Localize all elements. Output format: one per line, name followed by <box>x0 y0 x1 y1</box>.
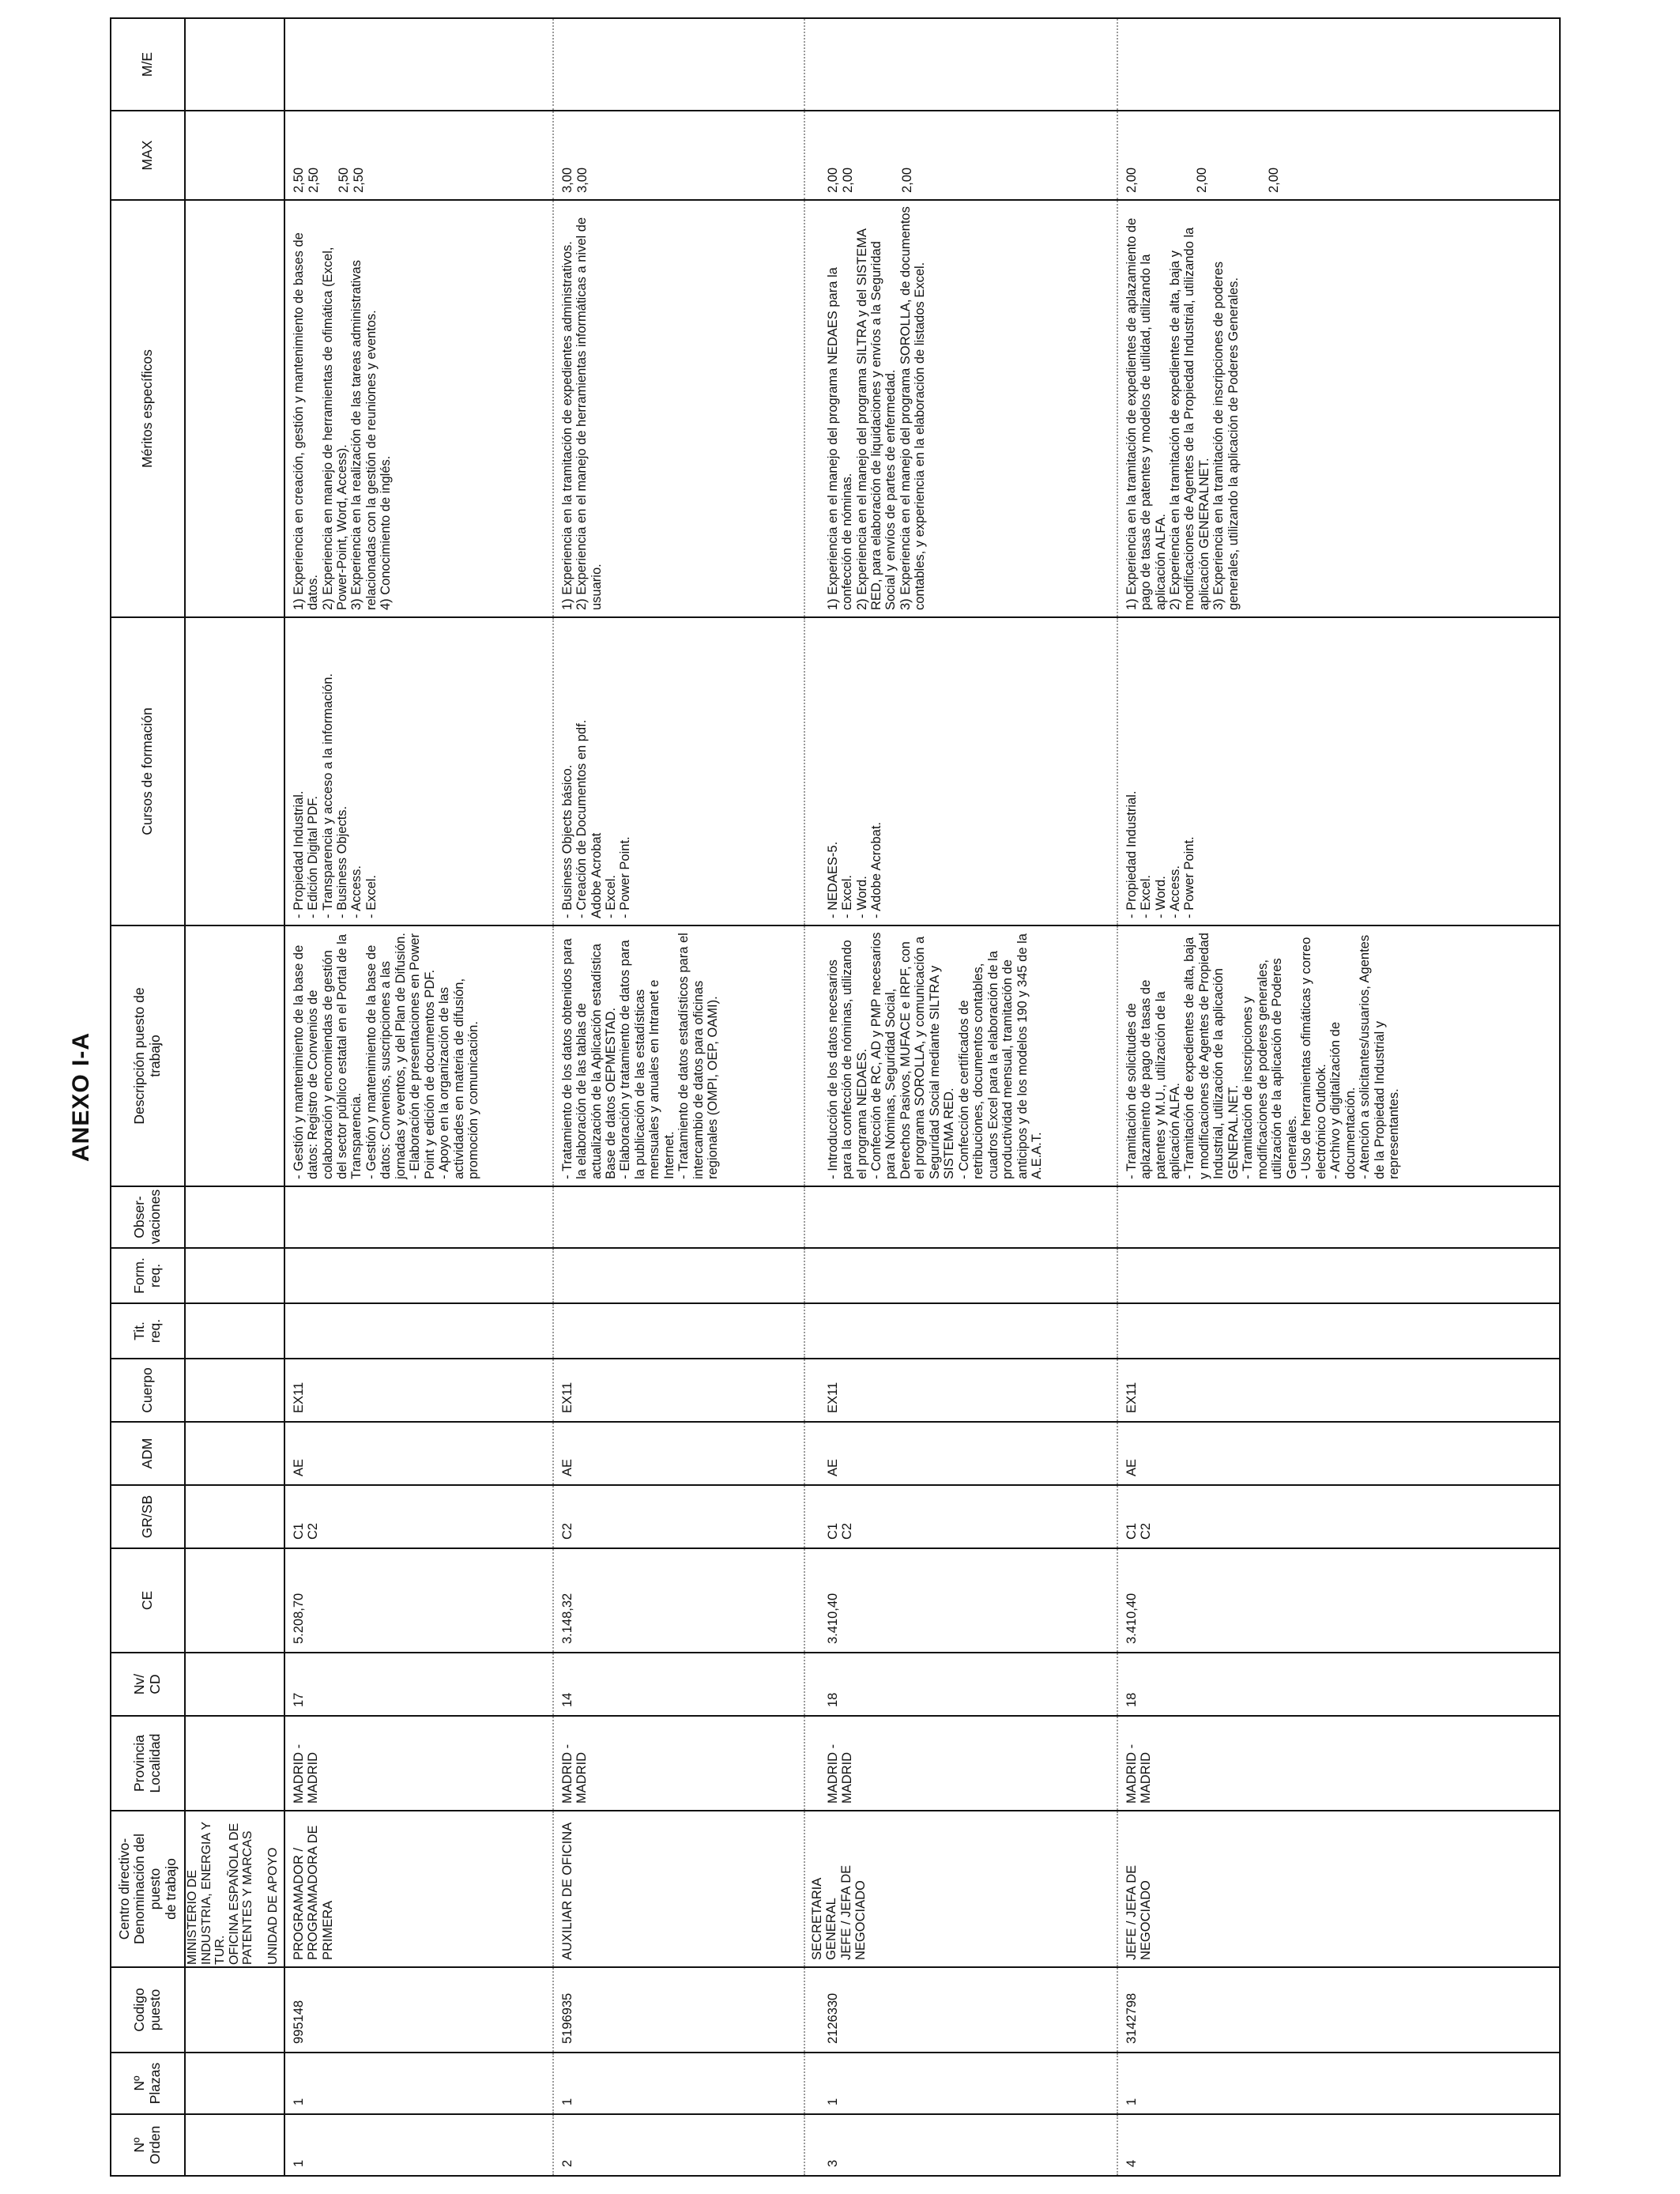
max-cell <box>1117 111 1560 200</box>
denominacion-cell <box>804 1811 1117 1967</box>
cursos-cell: - NEDAES-5. - Excel. - Word. - Adobe Acrobat. <box>804 617 1117 925</box>
header-formacion: Form. req. <box>111 1248 185 1303</box>
organization-row <box>185 18 284 2176</box>
header-adm: ADM <box>111 1422 185 1485</box>
denominacion-cell: AUXILIAR DE OFICINA <box>553 1811 804 1967</box>
header-ce: CE <box>111 1548 185 1653</box>
max-value: 2,50 <box>351 167 366 193</box>
orden-cell: 4 <box>1117 2114 1560 2176</box>
max-value: 2,00 <box>899 167 914 193</box>
orden-cell: 2 <box>553 2114 804 2176</box>
max-value: 2,00 <box>1266 167 1281 193</box>
positions-table <box>110 17 1561 2177</box>
meritos-cell: 1) Experiencia en la tramitación de expedientes de aplazamiento de pago de tasas de patentes y modelos de utilidad, utilizando la aplicación ALFA. 2) Experiencia en la tramitación de expedientes de alta, baja y modificaciones de Agentes de la Propiedad Industrial, utilizando la aplicación GENERALNET. 3) Experiencia en la tramitación de inscripciones de poderes generales, utilizando la aplicación de Poderes Generales. <box>1117 200 1560 617</box>
codigo-cell: 995148 <box>284 1967 553 2053</box>
grupo-cell: C1 C2 <box>284 1485 553 1548</box>
unit-name: UNIDAD DE APOYO <box>266 1847 280 1965</box>
header-titulacion: Tit. req. <box>111 1303 185 1359</box>
unit-name: SECRETARIA GENERAL <box>809 1878 839 1960</box>
adm-cell: AE <box>553 1422 804 1485</box>
ce-cell: 3.410,40 <box>804 1548 1117 1653</box>
max-cell <box>804 111 1117 200</box>
grupo-cell: C1 C2 <box>1117 1485 1560 1548</box>
cuerpo-cell: EX11 <box>1117 1359 1560 1422</box>
cuerpo-cell: EX11 <box>804 1359 1117 1422</box>
nivel-cell: 17 <box>284 1653 553 1716</box>
header-codigo: Codigo puesto <box>111 1967 185 2053</box>
header-centro: Centro directivo- Denominación del puesto de trabajo <box>111 1811 185 1967</box>
denominacion-cell: PROGRAMADOR / PROGRAMADORA DE PRIMERA <box>284 1811 553 1967</box>
table-row <box>804 18 1117 2176</box>
meritos-cell: 1) Experiencia en la tramitación de expedientes administrativos. 2) Experiencia en el manejo de herramientas informáticas a nivel de usuario. <box>553 200 804 617</box>
plazas-cell: 1 <box>284 2053 553 2114</box>
max-value: 2,00 <box>840 167 855 193</box>
grupo-cell: C2 <box>553 1485 804 1548</box>
max-value: 2,50 <box>336 167 351 193</box>
denominacion-cell: JEFE / JEFA DE NEGOCIADO <box>1117 1811 1560 1967</box>
provincia-cell: MADRID - MADRID <box>1117 1716 1560 1811</box>
orden-cell: 1 <box>284 2114 553 2176</box>
max-value: 3,00 <box>559 167 574 193</box>
nivel-cell: 18 <box>804 1653 1117 1716</box>
max-value: 3,00 <box>574 167 590 193</box>
provincia-cell: MADRID - MADRID <box>804 1716 1117 1811</box>
table-row <box>1117 18 1560 2176</box>
denominacion-text: JEFE / JEFA DE NEGOCIADO <box>838 1864 868 1960</box>
adm-cell: AE <box>1117 1422 1560 1485</box>
cuerpo-cell: EX11 <box>284 1359 553 1422</box>
cursos-cell: - Propiedad Industrial. - Excel. - Word. - Access. - Power Point. <box>1117 617 1560 925</box>
meritos-cell: 1) Experiencia en creación, gestión y mantenimiento de bases de datos. 2) Experiencia en manejo de herramientas de ofimática (Excel, Power-Point, Word, Access). 3) Experiencia en la realización de las tareas administrativas relacionadas con la gestión de reuniones y eventos. 4) Conocimiento de inglés. <box>284 200 553 617</box>
ministry-name: MINISTERIO DE INDUSTRIA, ENERGIA Y TUR. <box>186 1822 228 1965</box>
max-value: 2,00 <box>1194 167 1209 193</box>
header-max: MAX <box>111 111 185 200</box>
cuerpo-cell: EX11 <box>553 1359 804 1422</box>
max-cell <box>284 111 553 200</box>
codigo-cell: 5196935 <box>553 1967 804 2053</box>
adm-cell: AE <box>804 1422 1117 1485</box>
page-title: ANEXO I-A <box>68 1032 94 1163</box>
codigo-cell: 2126330 <box>804 1967 1117 2053</box>
plazas-cell: 1 <box>1117 2053 1560 2114</box>
meritos-cell: 1) Experiencia en el manejo del programa NEDAES para la confección de nóminas. 2) Experiencia en el manejo del programa SILTRA y del SISTEMA RED, para elaboración de liquidaciones y envíos a la Seguridad Social y envíos de partes de enfermedad. 3) Experiencia en el manejo del programa SOROLLA, de documentos contables, y experiencia en la elaboración de listados Excel. <box>804 200 1117 617</box>
header-grupo: GR/SB <box>111 1485 185 1548</box>
plazas-cell: 1 <box>804 2053 1117 2114</box>
cursos-cell: - Business Objects básico. - Creación de Documentos en pdf. Adobe Acrobat - Excel. - Power Point. <box>553 617 804 925</box>
table-row <box>284 18 553 2176</box>
max-value: 2,50 <box>291 167 306 193</box>
grupo-cell: C1 C2 <box>804 1485 1117 1548</box>
header-row <box>111 18 185 2176</box>
descripcion-cell: - Introducción de los datos necesarios para la confección de nóminas, utilizando el programa NEDAES. - Confección de RC, AD y PMP necesarios para Nóminas, Seguridad Social, Derechos Pasivos, MUFACE e IRPF, con el programa SOROLLA, y comunicación a Seguridad Social mediante SILTRA y SISTEMA RED. - Confección de certificados de retribuciones, documentos contables, cuadros Excel para la elaboración de la productividad mensual, tramitación de anticipos y de los modelos 190 y 345 de la A.E.A.T. <box>804 925 1117 1186</box>
cursos-cell: - Propiedad Industrial. - Edición Digital PDF. - Transparencia y acceso a la información. - Business Objects. - Access. - Excel. <box>284 617 553 925</box>
max-cell <box>553 111 804 200</box>
max-value: 2,00 <box>1124 167 1139 193</box>
codigo-cell: 3142798 <box>1117 1967 1560 2053</box>
descripcion-cell: - Tratamiento de los datos obtenidos para la elaboración de las tablas de actualización de la Aplicación estadística Base de datos OEPMESTAD. - Elaboración y tratamiento de datos para la publicación de las estadísticas mensuales y anuales en Intranet e Internet. - Tratamiento de datos estadísticos para el intercambio de datos para oficinas regionales (OMPI, OEP, OAMI). <box>553 925 804 1186</box>
header-nivel: Nv/ CD <box>111 1653 185 1716</box>
descripcion-cell: - Tramitación de solicitudes de aplazamiento de pago de tasas de patentes y M.U., utilización de la aplicación ALFA. - Tramitación de expedientes de alta, baja y modificaciones de Agentes de Propiedad Industrial, utilización de la aplicación GENERAL.NET. - Tramitación de inscripciones y modificaciones de poderes generales, utilización de la aplicación de Poderes Generales. - Uso de herramientas ofimáticas y correo electrónico Outlook. - Archivo y digitalización de documentación. - Atención a solicitantes/usuarios, Agentes de la Propiedad Industrial y representantes. <box>1117 925 1560 1186</box>
header-orden: Nº Orden <box>111 2114 185 2176</box>
max-value: 2,00 <box>825 167 840 193</box>
max-value: 2,50 <box>306 167 321 193</box>
agency-name: OFICINA ESPAÑOLA DE PATENTES Y MARCAS <box>227 1823 255 1965</box>
header-plazas: Nº Plazas <box>111 2053 185 2114</box>
plazas-cell: 1 <box>553 2053 804 2114</box>
nivel-cell: 18 <box>1117 1653 1560 1716</box>
table-row <box>553 18 804 2176</box>
header-me: M/E <box>111 18 185 111</box>
descripcion-cell: - Gestión y mantenimiento de la base de datos: Registro de Convenios de colaboración y encomiendas de gestión del sector público estatal en el Portal de la Transparencia. - Gestión y mantenimiento de la base de datos: Convenios, suscripciones a las jornadas y eventos, y del Plan de Difusión. - Elaboración de presentaciones en Power Point y edición de documentos PDF. - Apoyo en la organización de las actividades en materia de difusión, promoción y comunicación. <box>284 925 553 1186</box>
header-cursos: Cursos de formación <box>111 617 185 925</box>
ce-cell: 3.410,40 <box>1117 1548 1560 1653</box>
adm-cell: AE <box>284 1422 553 1485</box>
ce-cell: 5.208,70 <box>284 1548 553 1653</box>
orden-cell: 3 <box>804 2114 1117 2176</box>
ce-cell: 3.148,32 <box>553 1548 804 1653</box>
header-cuerpo: Cuerpo <box>111 1359 185 1422</box>
header-meritos: Méritos específicos <box>111 200 185 617</box>
header-observaciones: Obser- vaciones <box>111 1186 185 1248</box>
nivel-cell: 14 <box>553 1653 804 1716</box>
header-descripcion: Descripción puesto de trabajo <box>111 925 185 1186</box>
header-provincia: Provincia Localidad <box>111 1716 185 1811</box>
provincia-cell: MADRID - MADRID <box>284 1716 553 1811</box>
provincia-cell: MADRID - MADRID <box>553 1716 804 1811</box>
